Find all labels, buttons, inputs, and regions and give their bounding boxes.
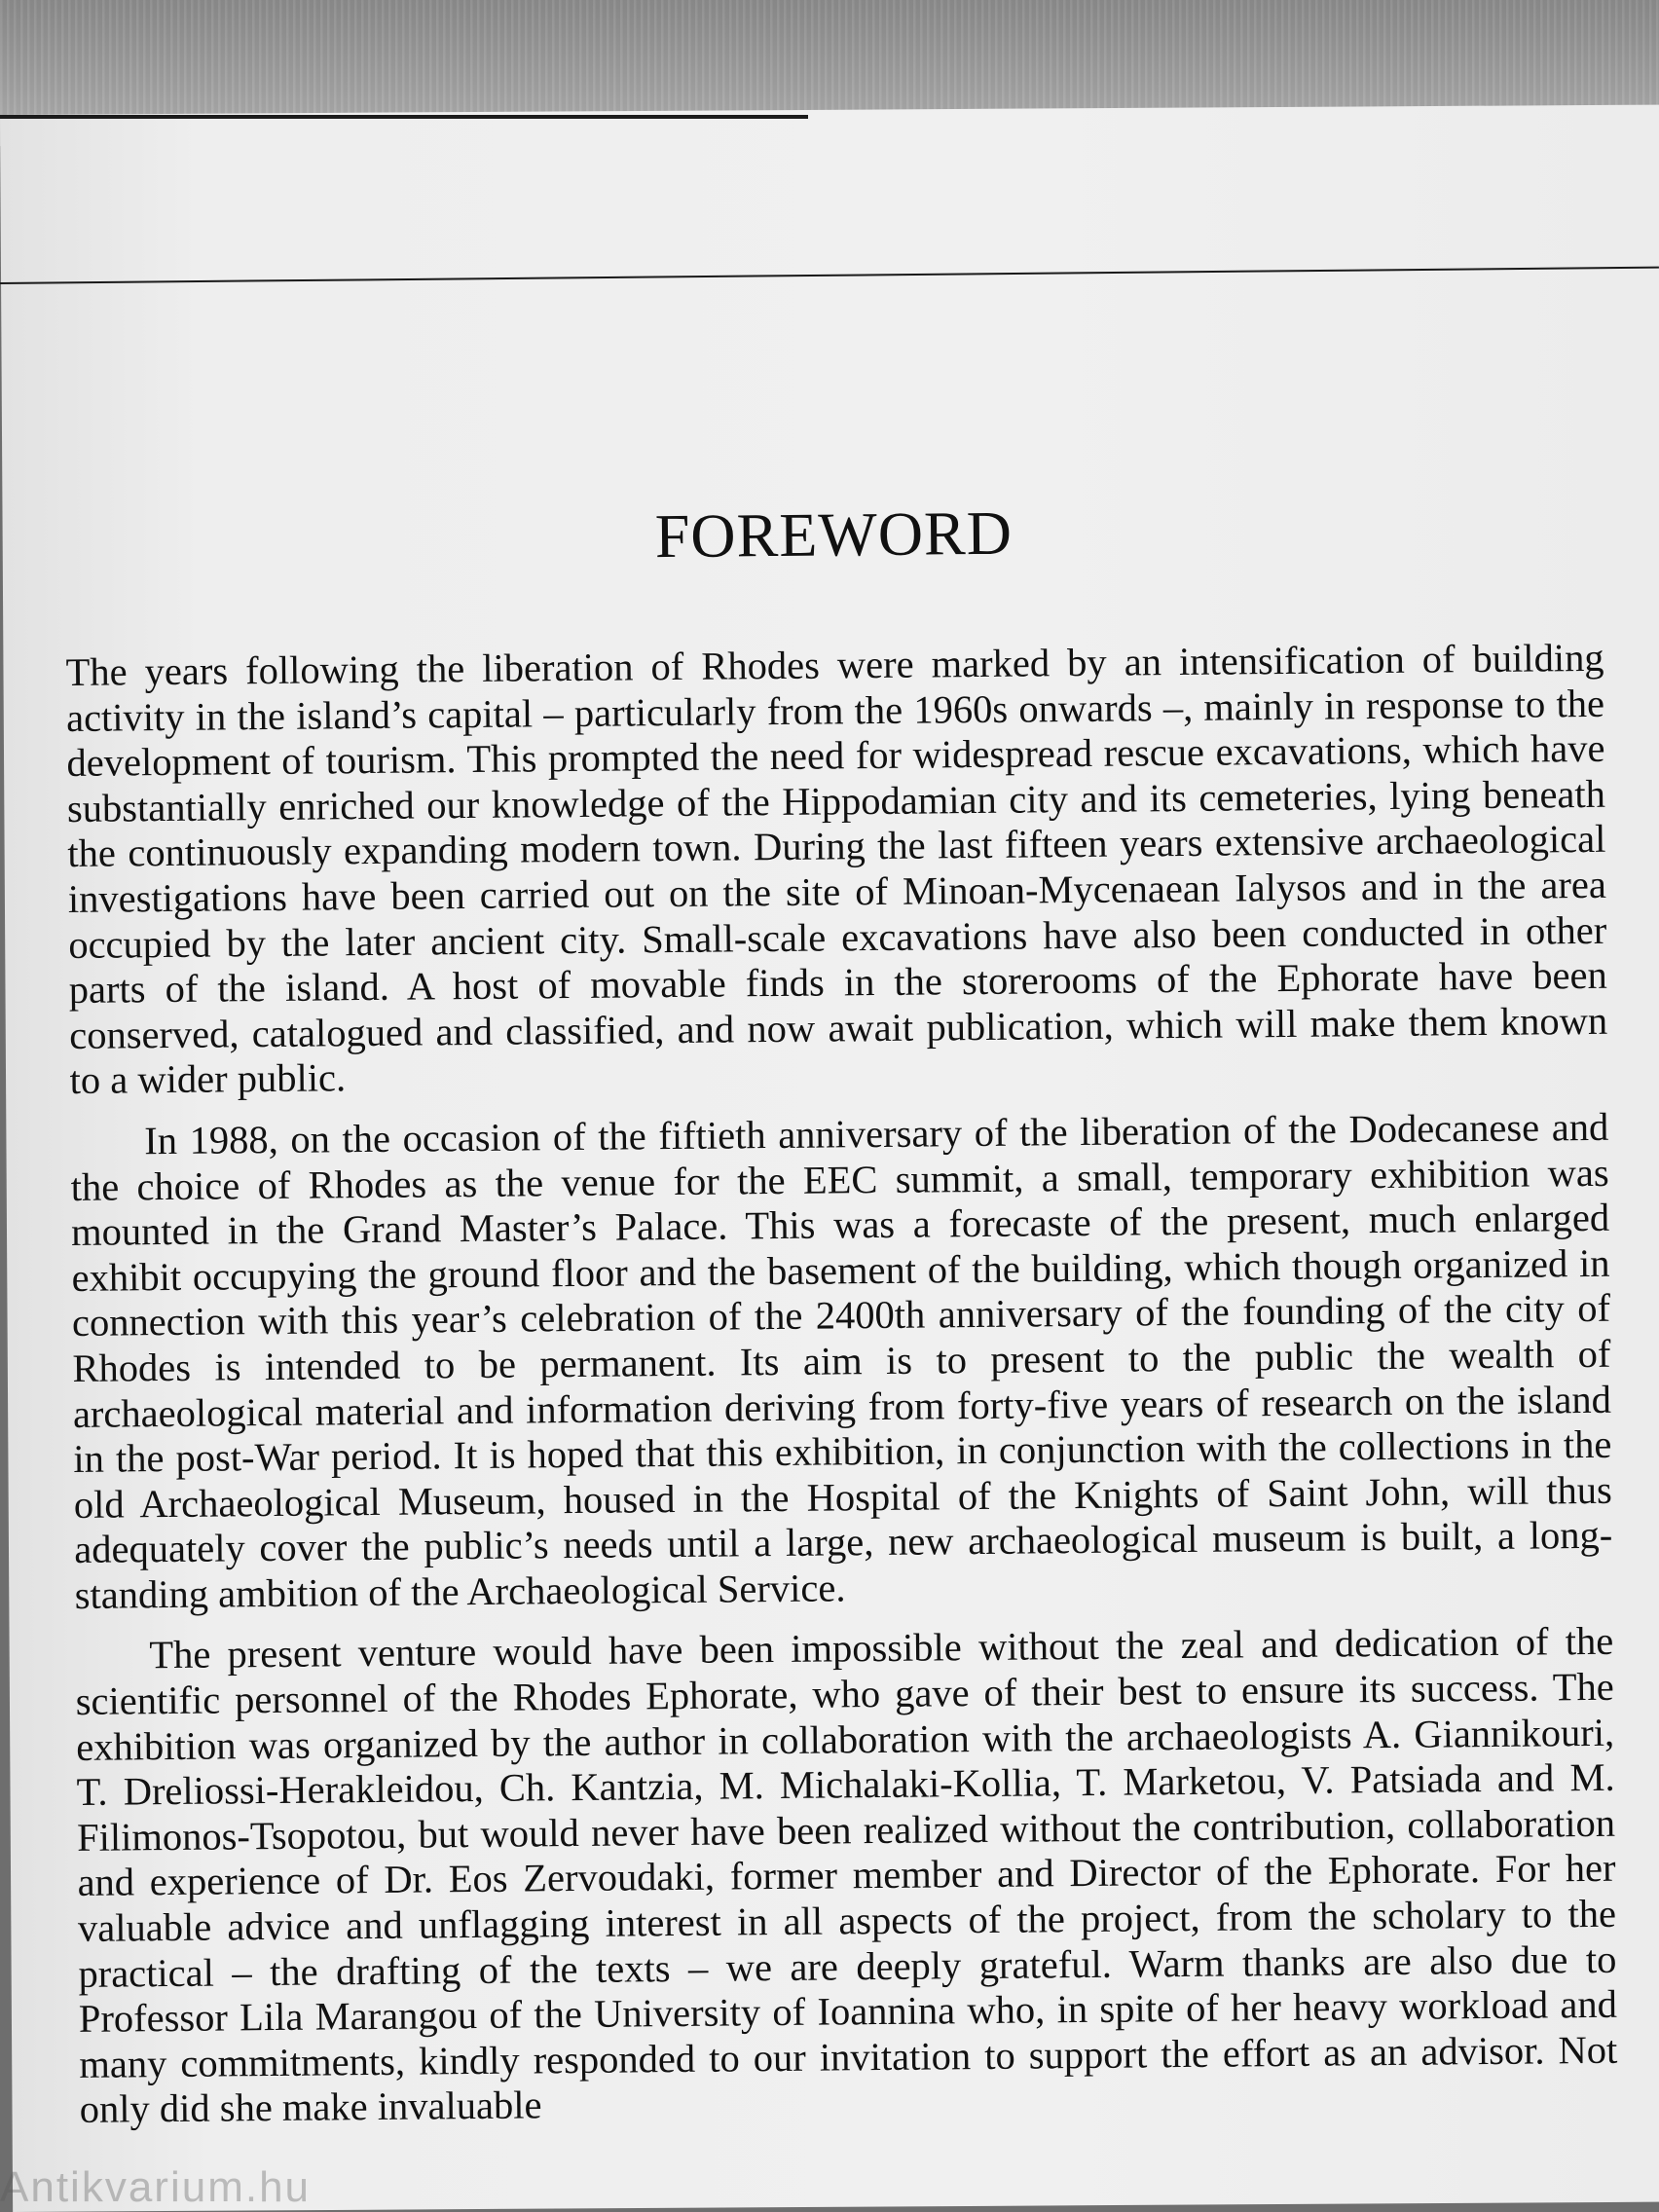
paragraph-2: In 1988, on the occasion of the fiftieth anniversary of the liberation of the Dodecanese and the choice of Rhodes as the venue for the EEC summit, a small, temporary exhibition was mounted in the Grand Master’s Palace. This was a forecaste of the present, much enlarged exhibit occupying the ground floor and the basement of the building, which though organized in connection with this year’s celebration of the 2400th anniversary of the founding of the city of Rhodes is intended to be permanent. Its aim is to present to the public the wealth of archaeological material and information deriving from forty-five years of research on the island in the post-War period. It is hoped that this exhibition, in conjunction with the collections in the old Archaeological Museum, housed in the Hospital of the Knights of Saint John, will thus adequately cover the public’s needs until a large, new archaeological museum is built, a long-standing ambition of the Archaeological Service. — [70, 1104, 1613, 1617]
page-edge — [0, 115, 808, 119]
paragraph-1: The years following the liberation of Rhodes were marked by an intensification of building activity in the island’s capital – particularly from the 1960s onwards –, mainly in response to the development of tourism. This prompted the need for widespread rescue excavations, which have substantially enriched our knowledge of the Hippodamian city and its cemeteries, lying beneath the continuously expanding modern town. During the last fifteen years extensive archaeological investigations have been carried out on the site of Minoan-Mycenaean Ialysos and in the area occupied by the later ancient city. Small-scale excavations have also been conducted in other parts of the island. A host of movable finds in the storerooms of the Ephorate have been conserved, catalogued and classified, and now await publication, which will make them known to a wider public. — [65, 635, 1608, 1103]
paragraph-3: The present venture would have been impossible without the zeal and dedication of the scientific personnel of the Rhodes Ephorate, who gave of their best to ensure its success. The exhibition was organized by the author in collaboration with the archaeologists A. Giannikouri, T. Dreliossi-Herakleidou, Ch. Kantzia, M. Michalaki-Kollia, T. Marketou, V. Patsiada and M. Filimonos-Tsopotou, but would never have been realized without the contribution, collaboration and experience of Dr. Eos Zervoudaki, former member and Director of the Ephorate. For her valuable advice and unflagging interest in all aspects of the project, from the scholary to the practical – the drafting of the texts – we are deeply grateful. Warm thanks are also due to Professor Lila Marangou of the University of Ioannina who, in spite of her heavy workload and many commitments, kindly responded to our invitation to support the effort as an advisor. Not only did she make invaluable — [75, 1619, 1618, 2132]
page-title: FOREWORD — [654, 498, 1014, 571]
foreword-content — [64, 492, 1618, 2149]
watermark: Antikvarium.hu — [0, 2163, 312, 2211]
